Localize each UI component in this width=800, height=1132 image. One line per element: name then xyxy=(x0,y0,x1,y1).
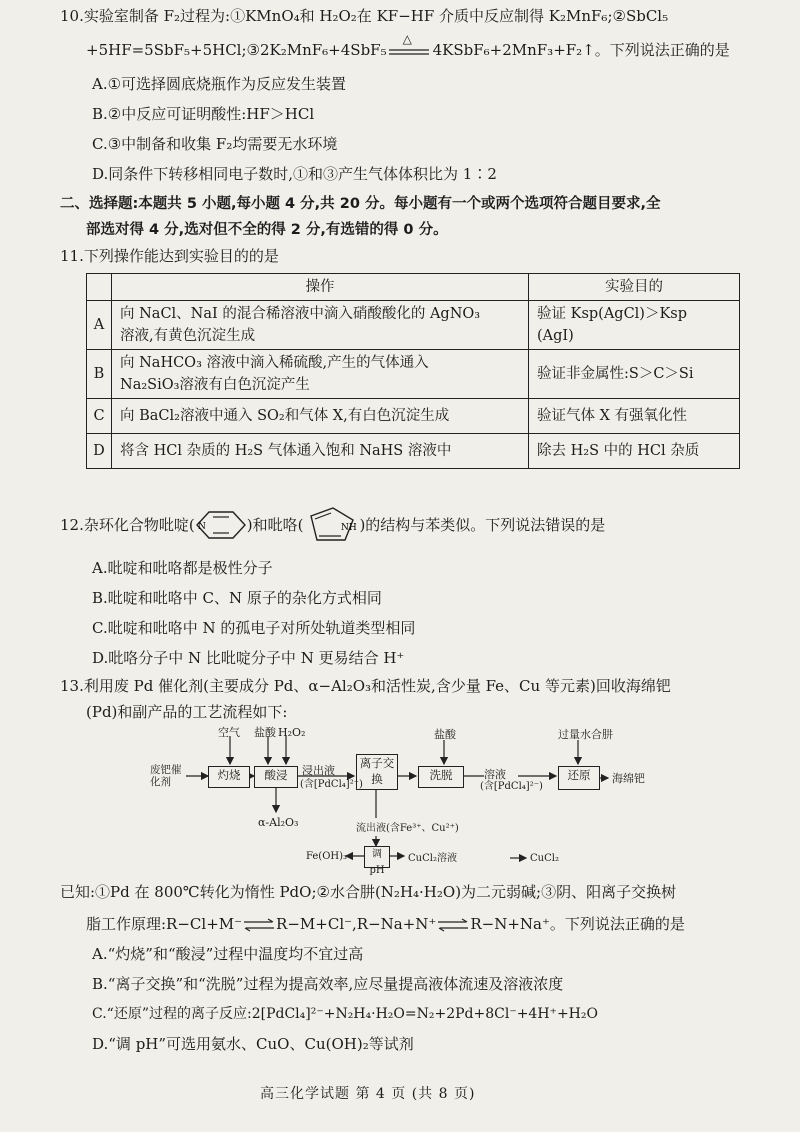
flow-input-h2o2: H₂O₂ xyxy=(278,726,306,739)
section2-heading-line1: 二、选择题:本题共 5 小题,每小题 4 分,共 20 分。每小题有一个或两个选项符合题目要求,全 xyxy=(60,196,661,212)
q12-option-c: C.吡啶和吡咯中 N 的孤电子对所处轨道类型相同 xyxy=(92,619,416,637)
q10-stem-line1: 10.实验室制备 F₂过程为:①KMnO₄和 H₂O₂在 KF−HF 介质中反应制得 K₂MnF₆;②SbCl₅ xyxy=(60,7,669,25)
q13-known-part-b: R−M+Cl⁻,R−Na+N⁺ xyxy=(276,915,437,933)
table-row xyxy=(87,350,740,399)
q13-stem-line1: 13.利用废 Pd 催化剂(主要成分 Pd、α−Al₂O₃和活性炭,含少量 Fe、Cu 等元素)回收海绵钯 xyxy=(60,677,671,695)
q10-stem-line2 xyxy=(86,32,730,61)
row-operation xyxy=(112,350,529,399)
flow-box-elute: 洗脱 xyxy=(418,766,464,788)
reversible-arrow xyxy=(387,32,433,61)
q10-option-c: C.③中制备和收集 F₂均需要无水环境 xyxy=(92,135,338,153)
table-row xyxy=(87,434,740,469)
pyrrole-ring-icon xyxy=(303,506,359,544)
flow-cucl2: CuCl₂ xyxy=(530,853,559,864)
flow-cucl2-solution: CuCl₂溶液 xyxy=(408,853,457,864)
table-header-cell: 操作 xyxy=(112,274,529,301)
q10-option-a: A.①可选择圆底烧瓶作为反应发生装置 xyxy=(92,75,347,93)
flow-box-ion-exchange: 离子交换 xyxy=(356,754,398,790)
q11-table xyxy=(86,273,740,469)
pyrrole-nh-label: NH xyxy=(341,523,358,533)
q13-stem-line2: (Pd)和副产品的工艺流程如下: xyxy=(86,703,288,721)
q12-stem-part-b: )和吡咯( xyxy=(246,516,304,534)
q13-known-part-a: 脂工作原理:R−Cl+M⁻ xyxy=(86,915,243,933)
flow-box-leach: 酸浸 xyxy=(254,766,298,788)
q13-option-c: C.“还原”过程的离子反应:2[PdCl₄]²⁻+N₂H₄·H₂O=N₂+2Pd+8Cl⁻+4H⁺+H₂O xyxy=(92,1006,598,1022)
row-goal xyxy=(529,301,740,350)
q11-stem: 11.下列操作能达到实验目的的是 xyxy=(60,247,279,265)
equation-arrow-icon xyxy=(387,41,433,61)
equilibrium-arrow-icon xyxy=(242,918,276,932)
row-goal-line: 验证 Ksp(AgCl)＞Ksp xyxy=(537,306,688,322)
flow-alumina: α-Al₂O₃ xyxy=(258,816,299,829)
row-operation-line: 向 NaCl、NaI 的混合稀溶液中滴入硝酸酸化的 AgNO₃ xyxy=(120,306,481,322)
process-flowchart xyxy=(150,728,670,878)
row-goal: 验证气体 X 有强氧化性 xyxy=(529,399,740,434)
section2-heading-line2: 部选对得 4 分,选对但不全的得 2 分,有选错的得 0 分。 xyxy=(86,222,448,238)
q13-option-d: D.“调 pH”可选用氨水、CuO、Cu(OH)₂等试剂 xyxy=(92,1035,414,1053)
q13-known-part-c: R−N+Na⁺。下列说法正确的是 xyxy=(470,915,685,933)
row-goal: 除去 H₂S 中的 HCl 杂质 xyxy=(529,434,740,469)
flow-product-sponge-pd: 海绵钯 xyxy=(612,772,645,785)
flow-eluate-note: (含[PdCl₄]²⁻) xyxy=(480,781,543,792)
q13-known-line1: 已知:①Pd 在 800℃转化为惰性 PdO;②水合肼(N₂H₄·H₂O)为二元弱碱;③阴、阳离子交换树 xyxy=(60,883,677,901)
pyridine-structure xyxy=(195,516,247,536)
row-label: A xyxy=(87,301,112,350)
q12-stem-part-c: )的结构与苯类似。下列说法错误的是 xyxy=(359,516,606,534)
q12-stem xyxy=(60,515,605,536)
row-operation: 向 BaCl₂溶液中通入 SO₂和气体 X,有白色沉淀生成 xyxy=(112,399,529,434)
row-operation xyxy=(112,301,529,350)
flow-box-roast: 灼烧 xyxy=(208,766,250,788)
flow-start: 废钯催化剂 xyxy=(150,764,182,788)
pyridine-n-label: N xyxy=(197,522,206,532)
flow-effluent: 流出液(含Fe³⁺、Cu²⁺) xyxy=(356,823,459,834)
flow-box-adjust-ph: 调pH xyxy=(364,846,390,868)
row-operation-line: Na₂SiO₃溶液有白色沉淀产生 xyxy=(120,377,310,393)
flow-input-hcl: 盐酸 xyxy=(254,726,276,739)
flow-leachate-note: (含[PdCl₄]²⁻) xyxy=(300,779,363,790)
row-label: C xyxy=(87,399,112,434)
q13-option-b: B.“离子交换”和“洗脱”过程为提高效率,应尽量提高液体流速及溶液浓度 xyxy=(92,975,564,993)
q10-option-b: B.②中反应可证明酸性:HF＞HCl xyxy=(92,105,315,123)
flow-box-reduce: 还原 xyxy=(558,766,600,790)
table-header-cell xyxy=(87,274,112,301)
q12-stem-part-a: 12.杂环化合物吡啶( xyxy=(60,516,195,534)
equilibrium-arrow-icon xyxy=(436,918,470,932)
row-operation: 将含 HCl 杂质的 H₂S 气体通入饱和 NaHS 溶液中 xyxy=(112,434,529,469)
row-goal-line: (AgI) xyxy=(537,328,574,344)
q12-option-a: A.吡啶和吡咯都是极性分子 xyxy=(92,559,273,577)
q10-equation-right: 4KSbF₆+2MnF₃+F₂↑。下列说法正确的是 xyxy=(432,41,730,59)
q10-option-d: D.同条件下转移相同电子数时,①和③产生气体体积比为 1∶2 xyxy=(92,165,497,183)
table-row xyxy=(87,301,740,350)
q13-known-line2 xyxy=(86,914,685,934)
row-goal: 验证非金属性:S＞C＞Si xyxy=(529,350,740,399)
pyridine-ring-icon xyxy=(195,508,247,542)
q12-option-b: B.吡啶和吡咯中 C、N 原子的杂化方式相同 xyxy=(92,589,382,607)
row-label: D xyxy=(87,434,112,469)
q13-option-a: A.“灼烧”和“酸浸”过程中温度均不宜过高 xyxy=(92,945,364,963)
row-label: B xyxy=(87,350,112,399)
table-header-row xyxy=(87,274,740,301)
page-footer: 高三化学试题 第 4 页 (共 8 页) xyxy=(260,1086,476,1102)
heat-symbol: △ xyxy=(402,32,412,46)
pyrrole-structure xyxy=(303,516,359,536)
q10-equation-left: +5HF=5SbF₅+5HCl;③2K₂MnF₆+4SbF₅ xyxy=(86,41,387,59)
row-operation-line: 溶液,有黄色沉淀生成 xyxy=(120,328,256,344)
q12-option-d: D.吡咯分子中 N 比吡啶分子中 N 更易结合 H⁺ xyxy=(92,649,405,667)
table-header-cell: 实验目的 xyxy=(529,274,740,301)
flow-input-hydrazine: 过量水合肼 xyxy=(558,728,613,741)
table-row xyxy=(87,399,740,434)
row-operation-line: 向 NaHCO₃ 溶液中滴入稀硫酸,产生的气体通入 xyxy=(120,355,429,371)
flow-input-hcl-2: 盐酸 xyxy=(434,728,456,741)
flow-eluate: 溶液 xyxy=(484,768,506,781)
flow-leachate: 浸出液 xyxy=(302,764,335,777)
flow-input-air: 空气 xyxy=(218,726,240,739)
flow-feoh3: Fe(OH)₃ xyxy=(306,851,348,862)
